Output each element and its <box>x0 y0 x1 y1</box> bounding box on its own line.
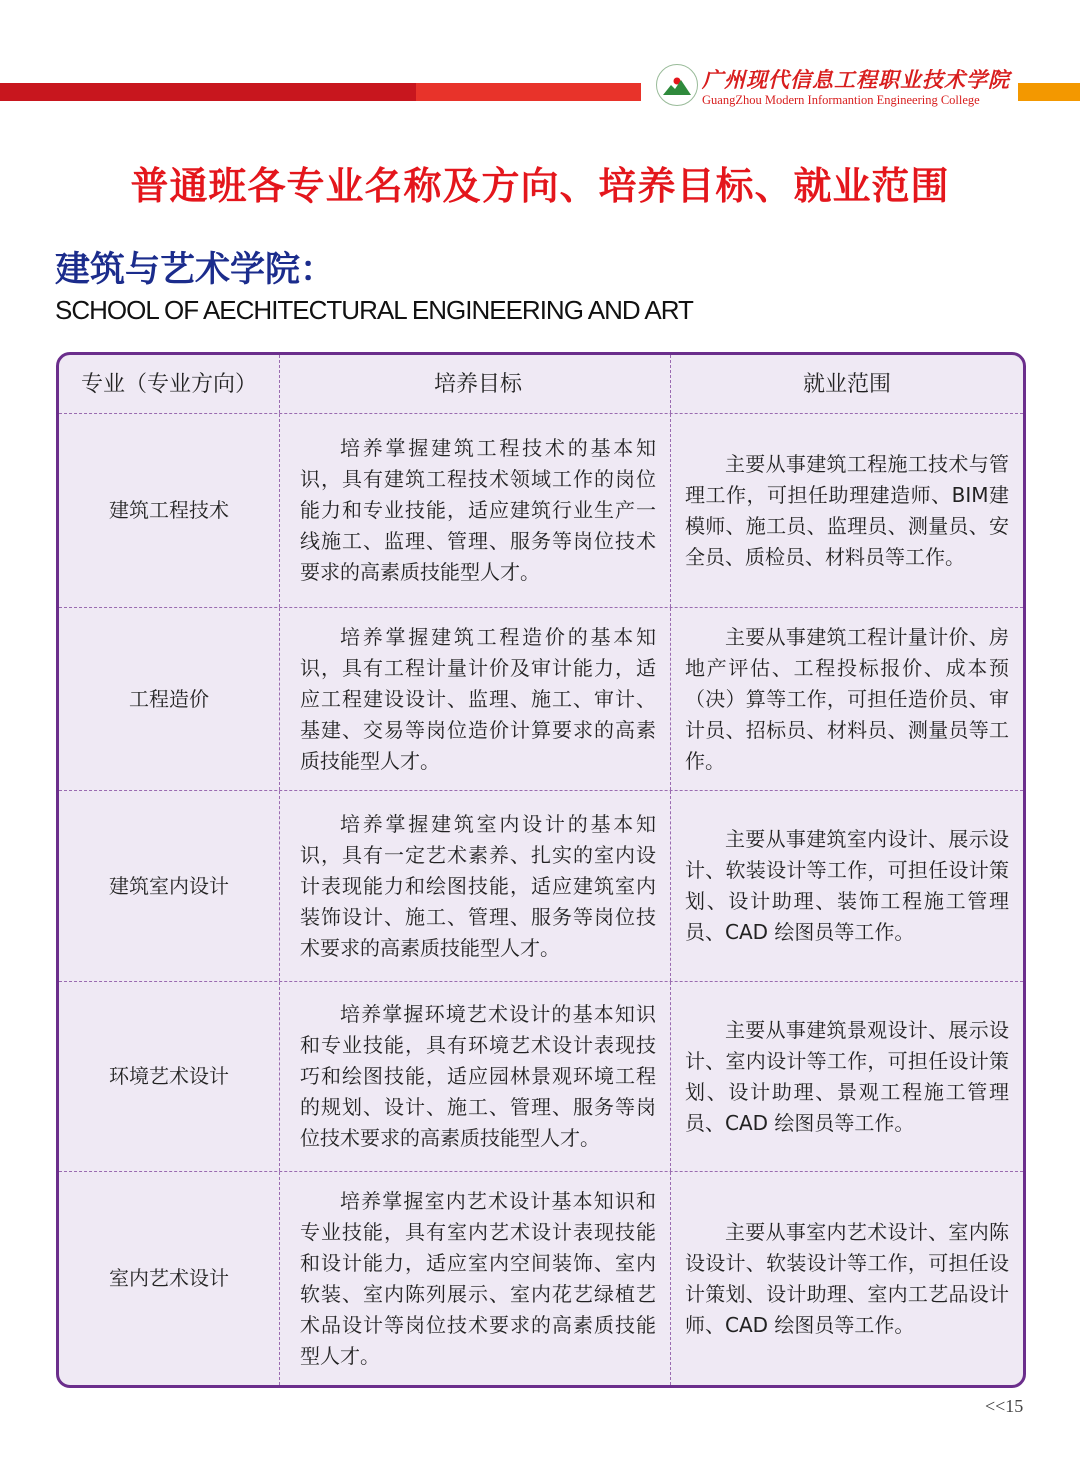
employment-scope: 主要从事室内艺术设计、室内陈设设计、软装设计等工作，可担任设计策划、设计助理、室内工艺品设计师、CAD 绘图员等工作。 <box>685 1219 1009 1337</box>
training-goal: 培养掌握环境艺术设计的基本知识和专业技能，具有环境艺术设计表现技巧和绘图技能，适应园林景观环境工程的规划、设计、施工、管理、服务等岗位技术要求的高素质技能型人才。 <box>300 1002 656 1150</box>
header-bar-orange <box>1018 83 1080 101</box>
header-jobs: 就业范围 <box>802 371 891 397</box>
college-emblem-icon <box>656 64 698 106</box>
major-name: 室内艺术设计 <box>59 1172 280 1385</box>
employment-scope: 主要从事建筑工程计量计价、房地产评估、工程投标报价、成本预（决）算等工作，可担任造价员、审计员、招标员、材料员、测量员等工作。 <box>685 624 1009 773</box>
training-goal: 培养掌握建筑工程技术的基本知识，具有建筑工程技术领域工作的岗位能力和专业技能，适应建筑行业生产一线施工、监理、管理、服务等岗位技术要求的高素质技能型人才。 <box>300 436 656 584</box>
school-name: 建筑与艺术学院： <box>55 250 336 290</box>
header-major: 专业（专业方向） <box>59 355 280 413</box>
table-row <box>59 1172 1023 1385</box>
major-name: 建筑室内设计 <box>59 791 280 981</box>
major-name: 工程造价 <box>59 608 280 790</box>
header-goal: 培养目标 <box>280 355 671 413</box>
table-row <box>59 608 1023 791</box>
major-name: 建筑工程技术 <box>59 414 280 607</box>
header-bar-dark-red <box>0 83 416 101</box>
college-logo <box>656 62 1016 112</box>
college-name-cn: 广州现代信息工程职业技术学院 <box>702 67 1010 92</box>
page-title: 普通班各专业名称及方向、培养目标、就业范围 <box>130 164 950 208</box>
table-header <box>59 355 1023 414</box>
table-row <box>59 414 1023 608</box>
table-row <box>59 791 1023 982</box>
major-name: 环境艺术设计 <box>59 982 280 1171</box>
school-name-en: SCHOOL OF AECHITECTURAL ENGINEERING AND ART <box>55 295 693 325</box>
college-name-en: GuangZhou Modern Informantion Engineering College <box>702 93 980 107</box>
header-bar-red <box>416 83 641 101</box>
employment-scope: 主要从事建筑景观设计、展示设计、室内设计等工作，可担任设计策划、设计助理、景观工程施工管理员、CAD 绘图员等工作。 <box>685 1017 1009 1135</box>
employment-scope: 主要从事建筑室内设计、展示设计、软装设计等工作，可担任设计策划、设计助理、装饰工程施工管理员、CAD 绘图员等工作。 <box>685 827 1009 944</box>
page-number: <<15 <box>985 1396 1024 1416</box>
training-goal: 培养掌握建筑室内设计的基本知识，具有一定艺术素养、扎实的室内设计表现能力和绘图技能，适应建筑室内装饰设计、施工、管理、服务等岗位技术要求的高素质技能型人才。 <box>300 811 656 960</box>
training-goal: 培养掌握室内艺术设计基本知识和专业技能，具有室内艺术设计表现技能和设计能力，适应室内空间装饰、室内软装、室内陈列展示、室内花艺绿植艺术品设计等岗位技术要求的高素质技能型人才。 <box>300 1188 656 1368</box>
employment-scope: 主要从事建筑工程施工技术与管理工作，可担任助理建造师、BIM建模师、施工员、监理员、测量员、安全员、质检员、材料员等工作。 <box>685 451 1009 569</box>
majors-table <box>56 352 1026 1388</box>
table-row <box>59 982 1023 1172</box>
training-goal: 培养掌握建筑工程造价的基本知识，具有工程计量计价及审计能力，适应工程建设设计、监理、施工、审计、基建、交易等岗位造价计算要求的高素质技能型人才。 <box>300 624 656 773</box>
